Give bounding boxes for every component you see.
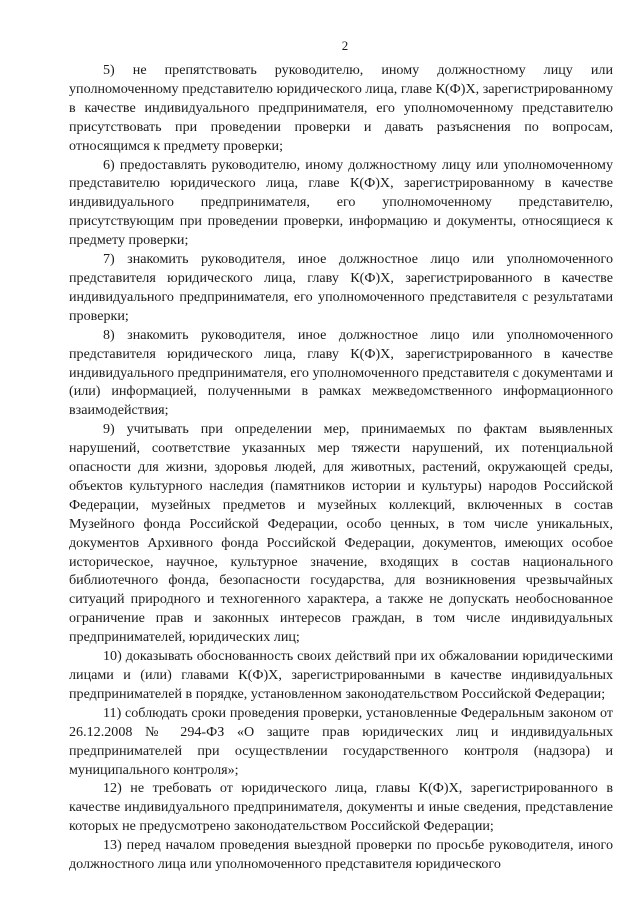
list-item-11: 11) соблюдать сроки проведения проверки, установленные Федеральным законом от 26.12.2008 № 294-ФЗ «О защите прав юридических лиц и индивидуальных предпринимателей при осуществлении государственного контроля (надзора) и муниципального контроля»; [69, 704, 613, 778]
page-number: 2 [341, 38, 349, 53]
list-item-10: 10) доказывать обоснованность своих действий при их обжаловании юридическими лицами и (или) главами К(Ф)Х, зарегистрированными в качестве индивидуальных предпринимателей в порядке, установленном законодательством Российской Федерации; [69, 648, 613, 702]
list-item-8: 8) знакомить руководителя, иное должностное лицо или уполномоченного представителя юридического лица, главу К(Ф)Х, зарегистрированного в качестве индивидуального предпринимателя, его уполномоченного представителя с документами и (или) информацией, полученными в рамках межведомственного информационного взаимодействия; [69, 326, 613, 419]
list-item-12: 12) не требовать от юридического лица, главы К(Ф)Х, зарегистрированного в качестве индивидуального предпринимателя, документы и иные сведения, представление которых не предусмотрено законодательством Российской Федерации; [69, 780, 613, 835]
list-item-13: 13) перед началом проведения выездной проверки по просьбе руководителя, иного должностного лица или уполномоченного представителя юридического [69, 837, 613, 873]
list-item-9: 9) учитывать при определении мер, принимаемых по фактам выявленных нарушений, соответствие указанных мер тяжести нарушений, их потенциальной опасности для жизни, здоровья людей, для животных, растений, окружающей среды, объектов культурного наследия (памятников истории и культуры) народов Российской Федерации, музейных предметов и музейных коллекций, включенных в состав Музейного фонда Российской Федерации, особо ценных, в том числе уникальных, документов Архивного фонда Российской Федерации, документов, имеющих особое историческое, научное, культурное значение, входящих в состав национального библиотечного фонда, безопасности государства, для возникновения чрезвычайных ситуаций природного и техногенного характера, а также не допускать необоснованное ограничение прав и законных интересов граждан, в том числе индивидуальных предпринимателей, юридических лиц; [69, 421, 613, 646]
list-item-7: 7) знакомить руководителя, иное должностное лицо или уполномоченного представителя юридического лица, главу К(Ф)Х, зарегистрированного в качестве индивидуального предпринимателя, его уполномоченного представителя с результатами проверки; [69, 251, 613, 324]
list-item-6: 6) предоставлять руководителю, иному должностному лицу или уполномоченному представителю юридического лица, главе К(Ф)Х, зарегистрированному в качестве индивидуального предпринимателя, его уполномоченному представителю, присутствующим при проведении проверки, информацию и документы, относящиеся к предмету проверки; [69, 156, 613, 249]
list-item-5: 5) не препятствовать руководителю, иному должностному лицу или уполномоченному представителю юридического лица, главе К(Ф)Х, зарегистрированному в качестве индивидуального предпринимателя, его уполномоченному представителю присутствовать при проведении проверки и давать разъяснения по вопросам, относящимся к предмету проверки; [69, 62, 613, 154]
